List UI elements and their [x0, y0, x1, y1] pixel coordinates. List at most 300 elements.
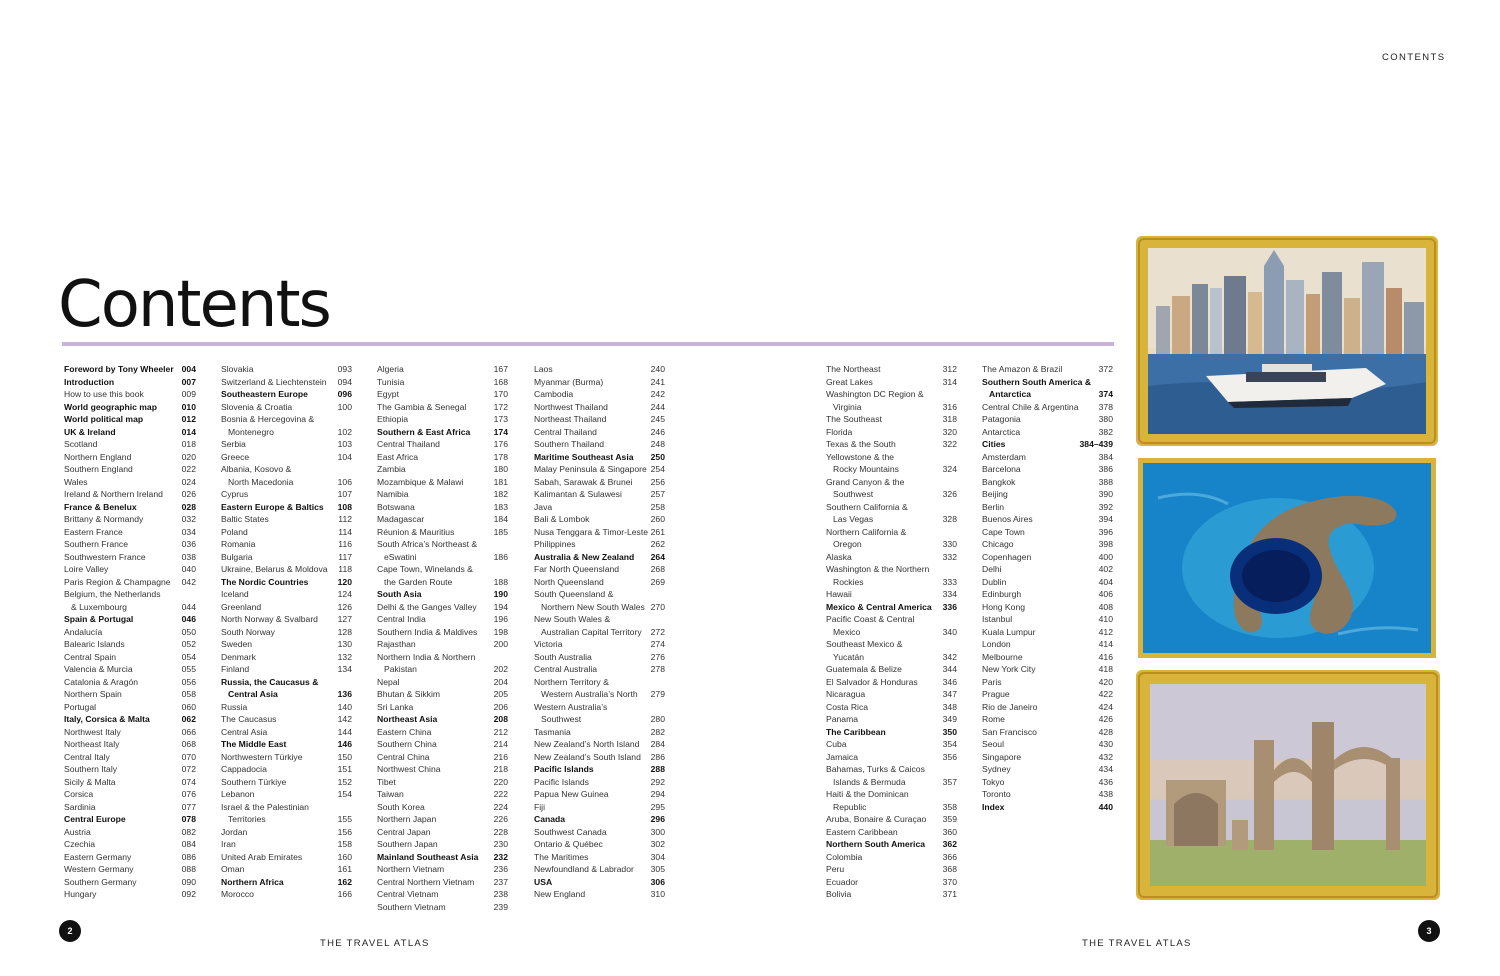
- ruins-illustration: [1136, 670, 1440, 900]
- toc-entry-title: Northern England: [64, 451, 132, 462]
- toc-entry-title: Denmark: [221, 651, 256, 662]
- toc-entry-title: Central Vietnam: [377, 889, 439, 899]
- toc-entry-page: 359: [942, 814, 957, 824]
- toc-entry-title: New England: [534, 889, 586, 899]
- toc-entry-title: Madagascar: [377, 514, 425, 524]
- toc-entry: [64, 488, 196, 501]
- toc-entry-title: Grand Canyon & the: [826, 476, 905, 487]
- toc-entry-page: 346: [942, 676, 957, 687]
- toc-entry: [534, 388, 665, 401]
- toc-entry: [64, 676, 196, 689]
- toc-entry-page: 366: [942, 851, 957, 862]
- toc-entry-page: 134: [337, 664, 352, 674]
- toc-entry: [826, 563, 957, 576]
- toc-entry-title: Hong Kong: [982, 601, 1026, 612]
- toc-entry: [982, 376, 1113, 389]
- toc-entry-page: 382: [1098, 426, 1113, 437]
- toc-entry-title: World geographic map: [64, 401, 157, 412]
- toc-entry-page: 056: [181, 676, 196, 687]
- toc-entry: [64, 688, 196, 701]
- toc-entry-page: 282: [650, 726, 665, 737]
- toc-entry: [221, 563, 352, 576]
- toc-entry-title: Rajasthan: [377, 639, 416, 649]
- toc-entry: [826, 701, 957, 714]
- toc-entry-page: 116: [338, 539, 352, 549]
- toc-entry: [982, 763, 1113, 776]
- toc-entry-title: Central Italy: [64, 751, 110, 762]
- toc-entry-title: Sabah, Sarawak & Brunei: [534, 476, 633, 487]
- toc-entry-page: 340: [942, 626, 957, 637]
- toc-entry: [982, 663, 1113, 676]
- toc-entry: [534, 476, 665, 489]
- toc-entry-title: Cappadocia: [221, 764, 267, 774]
- toc-entry-page: 358: [942, 801, 957, 812]
- toc-entry: [982, 413, 1113, 426]
- toc-entry: [982, 538, 1113, 551]
- toc-entry-title: Florida: [826, 426, 853, 437]
- toc-entry-title: Catalonia & Aragón: [64, 676, 139, 687]
- toc-entry-page: 009: [181, 389, 196, 399]
- toc-entry: [377, 526, 508, 539]
- toc-entry: [982, 563, 1113, 576]
- toc-entry-title: Sicily & Malta: [64, 776, 116, 787]
- toc-entry: [64, 438, 196, 451]
- toc-entry: [64, 726, 196, 739]
- toc-entry: [221, 651, 352, 664]
- toc-entry: [377, 551, 508, 564]
- toc-entry-title: Foreword by Tony Wheeler: [64, 364, 174, 374]
- toc-entry-page: 026: [181, 489, 196, 499]
- toc-entry-title: South Norway: [221, 626, 275, 637]
- toc-entry-page: 072: [181, 764, 196, 774]
- toc-entry-page: 378: [1098, 401, 1113, 412]
- toc-entry-title: South Africa’s Northeast &: [377, 539, 478, 549]
- toc-entry-page: 154: [337, 789, 352, 799]
- toc-entry: [64, 701, 196, 714]
- toc-entry-page: 066: [181, 726, 196, 737]
- toc-entry-page: 170: [493, 389, 508, 399]
- toc-entry: [377, 613, 508, 626]
- toc-entry-page: 160: [337, 851, 352, 862]
- toc-entry-title: Scotland: [64, 439, 98, 449]
- toc-entry-page: 020: [181, 451, 196, 462]
- toc-entry-title: New South Wales &: [534, 614, 611, 624]
- toc-entry: [826, 751, 957, 764]
- toc-entry: [221, 788, 352, 801]
- toc-entry-title: Balearic Islands: [64, 639, 125, 649]
- toc-entry: [982, 476, 1113, 489]
- toc-entry-page: 060: [181, 701, 196, 712]
- toc-entry: [534, 788, 665, 801]
- toc-entry-title: Western Germany: [64, 864, 134, 874]
- toc-entry-page: 124: [337, 589, 352, 599]
- toc-entry-title: eSwatini: [384, 551, 417, 562]
- toc-entry: [221, 488, 352, 501]
- toc-entry: [826, 601, 957, 614]
- toc-entry-page: 092: [181, 889, 196, 899]
- toc-entry: [534, 763, 665, 776]
- toc-entry-page: 146: [337, 739, 352, 749]
- toc-entry: [377, 788, 508, 801]
- toc-entry-title: Lebanon: [221, 789, 255, 799]
- toc-entry-title: Copenhagen: [982, 551, 1032, 562]
- toc-entry-page: 100: [337, 401, 352, 412]
- toc-entry: [221, 426, 352, 439]
- toc-entry-title: Fiji: [534, 801, 545, 812]
- toc-entry: [826, 676, 957, 689]
- toc-entry-title: Laos: [534, 364, 553, 374]
- toc-entry-title: Northern Territory &: [534, 676, 609, 687]
- toc-entry-title: Paris: [982, 676, 1002, 687]
- toc-entry: [64, 538, 196, 551]
- toc-entry: [982, 463, 1113, 476]
- toc-entry: [826, 863, 957, 876]
- toc-entry-title: Sweden: [221, 639, 253, 649]
- toc-entry-title: Central Asia: [228, 689, 278, 699]
- toc-entry-title: Slovenia & Croatia: [221, 401, 293, 412]
- toc-entry-title: Newfoundland & Labrador: [534, 864, 634, 874]
- toc-entry-page: 350: [942, 726, 957, 737]
- toc-entry-page: 096: [337, 389, 352, 399]
- toc-entry-page: 420: [1098, 676, 1113, 687]
- toc-entry-page: 062: [181, 714, 196, 724]
- toc-entry: [377, 501, 508, 514]
- toc-entry: [534, 713, 665, 726]
- toc-entry-title: Southwest Canada: [534, 826, 607, 837]
- toc-entry: [221, 726, 352, 739]
- toc-entry-page: 440: [1098, 801, 1113, 812]
- footer-book-title-right: THE TRAVEL ATLAS: [1082, 938, 1192, 949]
- toc-entry: [221, 438, 352, 451]
- toc-entry-page: 248: [650, 439, 665, 449]
- toc-entry-title: World political map: [64, 414, 144, 424]
- toc-entry-page: 384–439: [1079, 439, 1113, 449]
- toc-entry-title: The Southeast: [826, 414, 882, 424]
- skyline-illustration: [1136, 236, 1438, 446]
- running-head: CONTENTS: [1382, 52, 1446, 63]
- toc-entry-page: 304: [650, 851, 665, 862]
- toc-entry-page: 004: [181, 364, 196, 374]
- toc-entry-title: Central India: [377, 614, 426, 624]
- toc-entry-title: Russia: [221, 701, 248, 712]
- toc-entry: [221, 501, 352, 514]
- toc-entry-page: 024: [181, 476, 196, 487]
- toc-entry: [377, 838, 508, 851]
- toc-entry-page: 102: [337, 426, 352, 437]
- toc-entry: [64, 826, 196, 839]
- toc-entry-page: 410: [1098, 614, 1113, 624]
- toc-entry: [534, 401, 665, 414]
- toc-entry-title: Western Australia’s: [534, 701, 608, 712]
- toc-entry-title: Paris Region & Champagne: [64, 576, 171, 587]
- toc-entry-page: 305: [650, 864, 665, 874]
- toc-entry-title: Rome: [982, 714, 1005, 724]
- toc-entry-title: South Korea: [377, 801, 425, 812]
- toc-entry-title: Central Chile & Argentina: [982, 401, 1079, 412]
- toc-entry: [982, 438, 1113, 451]
- toc-entry-title: Southern Thailand: [534, 439, 605, 449]
- toc-entry-title: Yellowstone & the: [826, 451, 895, 462]
- toc-entry-page: 314: [942, 376, 957, 387]
- toc-entry: [377, 726, 508, 739]
- toc-entry-page: 074: [181, 776, 196, 787]
- toc-entry-title: Northwest China: [377, 764, 441, 774]
- toc-entry: [64, 813, 196, 826]
- toc-entry-title: Greenland: [221, 601, 262, 612]
- toc-entry-page: 036: [181, 539, 196, 549]
- toc-entry-page: 426: [1098, 714, 1113, 724]
- toc-entry-title: Cambodia: [534, 389, 574, 399]
- toc-entry-title: Southeastern Europe: [221, 389, 308, 399]
- toc-entry-title: Mainland Southeast Asia: [377, 851, 479, 862]
- toc-entry-title: Finland: [221, 664, 250, 674]
- toc-entry-page: 206: [493, 701, 508, 712]
- toc-entry-page: 347: [942, 689, 957, 699]
- toc-entry-page: 239: [493, 901, 508, 912]
- toc-entry: [826, 463, 957, 476]
- toc-entry-title: Romania: [221, 539, 256, 549]
- toc-entry-title: The Maritimes: [534, 851, 589, 862]
- toc-entry-page: 284: [650, 739, 665, 749]
- toc-entry: [221, 776, 352, 789]
- toc-entry: [534, 363, 665, 376]
- toc-entry: [377, 363, 508, 376]
- toc-entry-page: 374: [1098, 389, 1113, 399]
- toc-entry-page: 295: [650, 801, 665, 812]
- toc-entry-page: 324: [942, 464, 957, 474]
- toc-entry: [534, 538, 665, 551]
- toc-entry-page: 418: [1098, 664, 1113, 674]
- toc-entry: [982, 688, 1113, 701]
- toc-entry: [534, 801, 665, 814]
- toc-entry-page: 222: [493, 789, 508, 799]
- toc-entry-title: Southwest: [833, 489, 874, 499]
- toc-entry-title: Southern India & Maldives: [377, 626, 478, 637]
- toc-entry-title: Northern South America: [826, 839, 925, 849]
- toc-entry-page: 360: [942, 826, 957, 837]
- toc-entry: [377, 576, 508, 589]
- toc-entry-title: Northern California &: [826, 526, 907, 537]
- toc-entry: [64, 363, 196, 376]
- toc-entry-page: 107: [337, 489, 352, 499]
- toc-entry: [534, 838, 665, 851]
- toc-entry-page: 242: [650, 389, 665, 399]
- toc-entry-title: Greece: [221, 451, 250, 462]
- toc-entry-title: New York City: [982, 664, 1036, 674]
- toc-entry: [826, 551, 957, 564]
- toc-entry-page: 132: [337, 651, 352, 662]
- toc-entry-page: 034: [181, 526, 196, 537]
- toc-entry-title: Cuba: [826, 739, 847, 749]
- toc-entry: [221, 513, 352, 526]
- toc-entry-title: Philippines: [534, 539, 576, 549]
- toc-entry: [377, 438, 508, 451]
- toc-entry-page: 276: [650, 651, 665, 662]
- toc-entry-page: 120: [337, 576, 352, 587]
- toc-entry-title: Barcelona: [982, 464, 1021, 474]
- toc-entry-title: Namibia: [377, 489, 409, 499]
- toc-entry-title: Las Vegas: [833, 514, 874, 524]
- toc-entry: [221, 663, 352, 676]
- toc-entry-page: 246: [650, 426, 665, 437]
- toc-entry: [982, 526, 1113, 539]
- toc-entry: [377, 538, 508, 551]
- toc-entry: [534, 826, 665, 839]
- toc-entry-page: 070: [181, 751, 196, 762]
- toc-entry-page: 152: [337, 776, 352, 787]
- toc-entry-title: Hungary: [64, 889, 97, 899]
- toc-entry-title: Southern Vietnam: [377, 901, 446, 912]
- toc-entry: [64, 713, 196, 726]
- toc-entry-title: Algeria: [377, 364, 404, 374]
- toc-entry: [826, 476, 957, 489]
- page-number-right: 3: [1418, 920, 1440, 942]
- toc-entry-page: 312: [942, 364, 957, 374]
- toc-entry: [221, 476, 352, 489]
- toc-entry-page: 372: [1098, 364, 1113, 374]
- toc-entry-page: 326: [942, 489, 957, 499]
- toc-entry: [64, 601, 196, 614]
- toc-entry: [982, 388, 1113, 401]
- toc-entry-page: 104: [337, 451, 352, 462]
- toc-entry: [377, 776, 508, 789]
- toc-entry-title: Portugal: [64, 701, 97, 712]
- toc-entry-title: Hawaii: [826, 589, 852, 599]
- toc-entry-title: Australia & New Zealand: [534, 551, 635, 562]
- toc-entry: [64, 476, 196, 489]
- toc-entry-title: El Salvador & Honduras: [826, 676, 918, 687]
- toc-entry-title: Great Lakes: [826, 376, 873, 387]
- toc-entry: [534, 376, 665, 389]
- toc-entry: [534, 513, 665, 526]
- toc-entry: [534, 413, 665, 426]
- toc-entry-title: Mozambique & Malawi: [377, 476, 464, 487]
- toc-column-1: [64, 363, 196, 901]
- toc-entry: [826, 813, 957, 826]
- toc-entry-title: Washington & the Northern: [826, 564, 930, 574]
- toc-entry: [534, 688, 665, 701]
- toc-entry: [534, 776, 665, 789]
- toc-entry-title: Spain & Portugal: [64, 614, 134, 624]
- toc-entry-page: 224: [493, 801, 508, 812]
- toc-entry: [64, 426, 196, 439]
- toc-entry: [534, 613, 665, 626]
- toc-entry-page: 022: [181, 464, 196, 474]
- toc-entry: [377, 901, 508, 914]
- toc-entry-page: 038: [181, 551, 196, 562]
- toc-entry: [221, 576, 352, 589]
- toc-entry-title: Switzerland & Liechtenstein: [221, 376, 327, 387]
- toc-entry-page: 198: [493, 626, 508, 637]
- toc-entry-page: 082: [181, 826, 196, 837]
- toc-entry-page: 414: [1098, 639, 1113, 649]
- toc-entry-page: 430: [1098, 739, 1113, 749]
- toc-entry-title: Italy, Corsica & Malta: [64, 714, 150, 724]
- toc-entry-page: 390: [1098, 489, 1113, 499]
- toc-entry: [64, 638, 196, 651]
- toc-entry-title: Bhutan & Sikkim: [377, 689, 441, 699]
- toc-entry: [982, 451, 1113, 464]
- toc-entry-page: 396: [1098, 526, 1113, 537]
- toc-entry: [982, 638, 1113, 651]
- toc-entry: [221, 888, 352, 901]
- toc-entry: [826, 501, 957, 514]
- toc-entry: [377, 801, 508, 814]
- toc-entry-title: Central Northern Vietnam: [377, 876, 475, 887]
- toc-column-6: [982, 363, 1113, 813]
- toc-entry-title: Rio de Janeiro: [982, 701, 1038, 712]
- toc-entry-page: 386: [1098, 464, 1113, 474]
- toc-entry: [377, 601, 508, 614]
- toc-entry-page: 078: [181, 814, 196, 824]
- toc-entry-page: 380: [1098, 414, 1113, 424]
- toc-entry-title: Ukraine, Belarus & Moldova: [221, 564, 328, 574]
- toc-entry-page: 090: [181, 876, 196, 887]
- toc-entry-page: 228: [493, 826, 508, 837]
- toc-entry: [377, 401, 508, 414]
- toc-entry-page: 176: [493, 439, 508, 449]
- toc-entry-page: 357: [942, 776, 957, 787]
- toc-entry-page: 238: [493, 889, 508, 899]
- toc-entry: [377, 713, 508, 726]
- toc-entry: [377, 626, 508, 639]
- toc-entry: [221, 801, 352, 814]
- toc-entry-page: 422: [1098, 689, 1113, 699]
- toc-entry: [221, 551, 352, 564]
- toc-column-4: [534, 363, 665, 901]
- toc-entry-page: 088: [181, 864, 196, 874]
- toc-entry-page: 156: [337, 826, 352, 837]
- toc-entry-page: 236: [493, 864, 508, 874]
- toc-entry: [826, 763, 957, 776]
- toc-entry-title: Corsica: [64, 789, 94, 799]
- toc-entry-page: 261: [650, 526, 665, 537]
- toc-entry: [534, 576, 665, 589]
- toc-entry-title: Victoria: [534, 639, 563, 649]
- toc-entry: [982, 576, 1113, 589]
- toc-entry: [534, 888, 665, 901]
- toc-entry-title: Antarctica: [989, 389, 1032, 399]
- toc-entry: [64, 801, 196, 814]
- toc-entry-page: 214: [493, 739, 508, 749]
- toc-entry-page: 058: [181, 689, 196, 699]
- toc-entry-page: 237: [493, 876, 508, 887]
- toc-entry: [982, 626, 1113, 639]
- toc-entry-page: 168: [493, 376, 508, 387]
- toc-entry: [826, 851, 957, 864]
- toc-entry-page: 144: [337, 726, 352, 737]
- toc-entry: [826, 363, 957, 376]
- toc-entry-page: 042: [181, 576, 196, 587]
- toc-entry-page: 142: [337, 714, 352, 724]
- toc-entry: [826, 401, 957, 414]
- toc-entry-title: Belgium, the Netherlands: [64, 589, 161, 599]
- toc-entry: [377, 638, 508, 651]
- toc-entry-title: Cape Town: [982, 526, 1025, 537]
- toc-entry: [534, 601, 665, 614]
- toc-entry-page: 050: [181, 626, 196, 637]
- toc-entry-title: Southern France: [64, 539, 129, 549]
- toc-entry-title: South Queensland &: [534, 589, 614, 599]
- toc-entry-page: 332: [942, 551, 957, 562]
- toc-entry: [221, 876, 352, 889]
- toc-entry: [534, 863, 665, 876]
- toc-entry-page: 103: [337, 439, 352, 449]
- toc-entry-title: Southwest: [541, 714, 582, 724]
- toc-entry: [377, 376, 508, 389]
- toc-entry: [64, 863, 196, 876]
- toc-entry-title: Northern Spain: [64, 689, 122, 699]
